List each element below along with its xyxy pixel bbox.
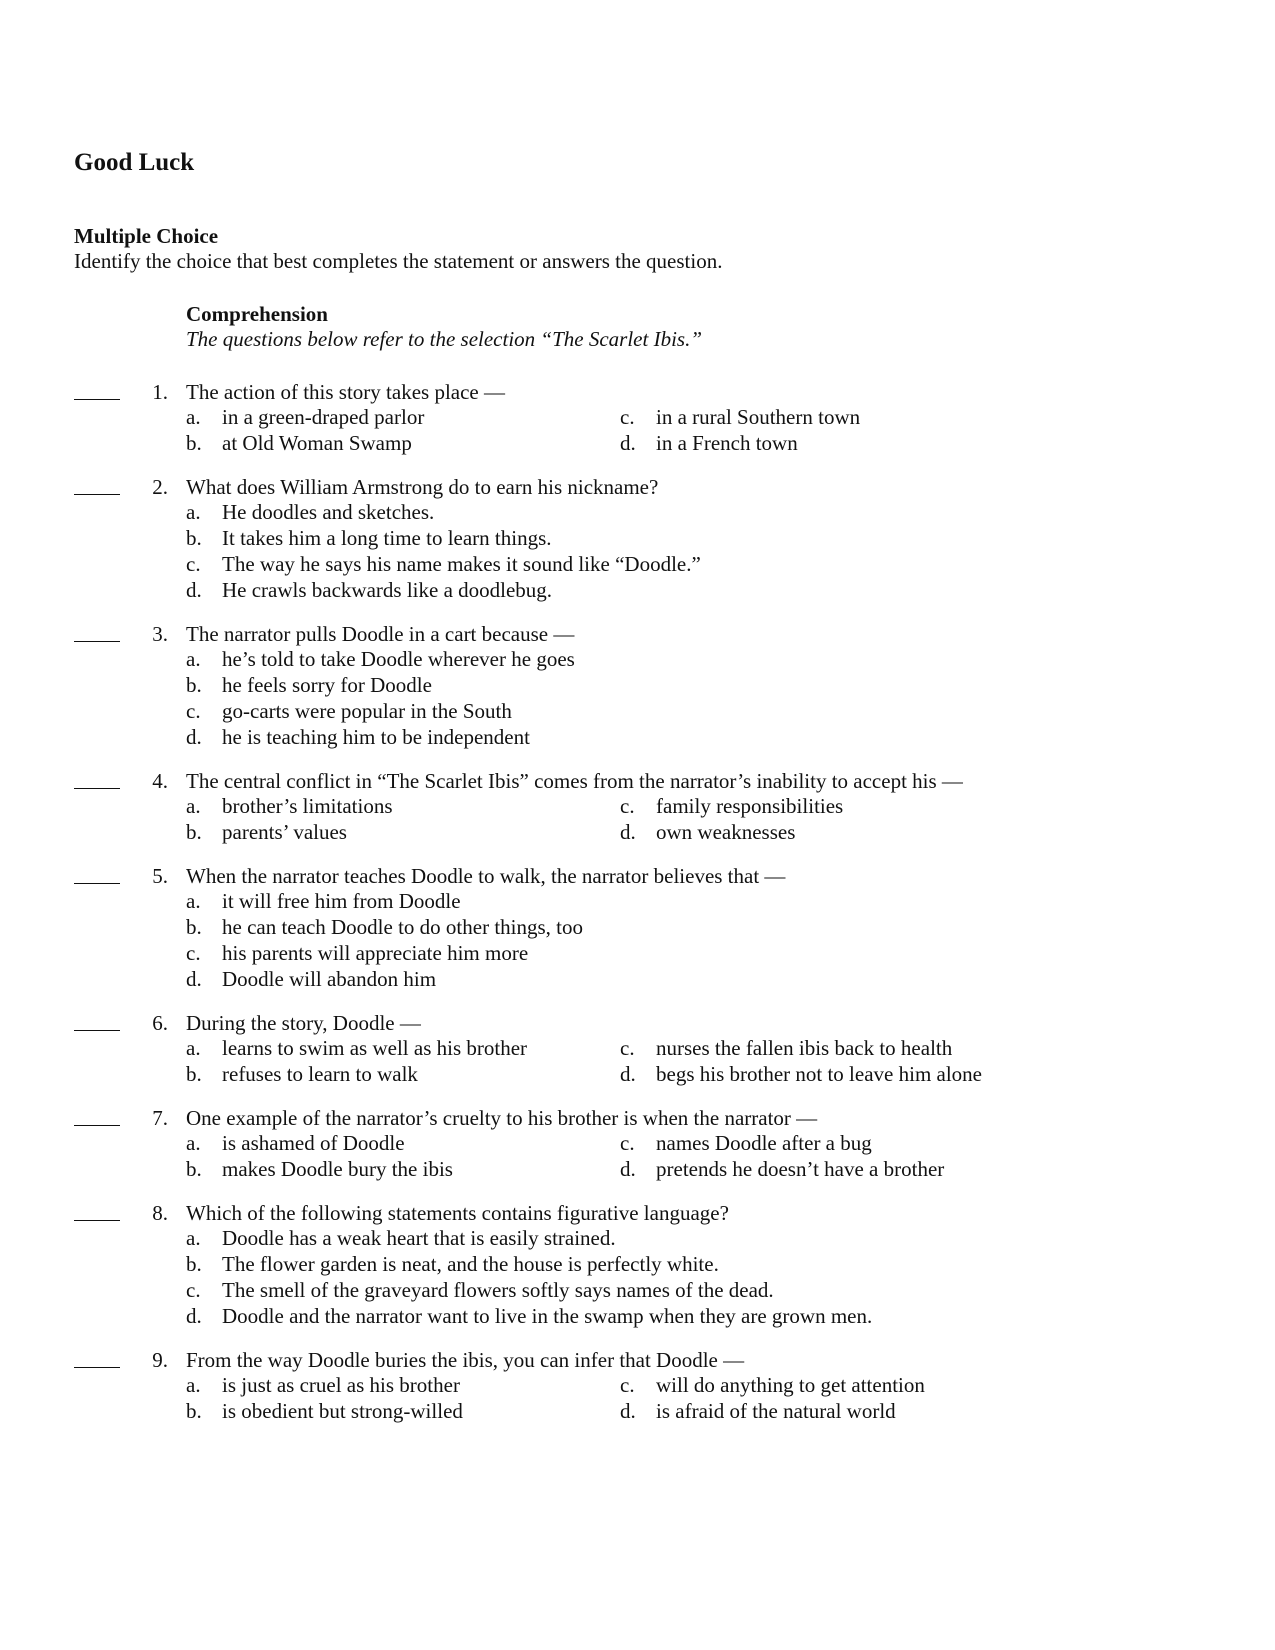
choice-letter: b. [186, 1399, 202, 1423]
choice-text: learns to swim as well as his brother [222, 1036, 528, 1060]
choice-letter: c. [620, 794, 635, 818]
answer-blank[interactable] [74, 494, 120, 495]
choice-letter: c. [620, 1373, 635, 1397]
choice-text: The smell of the graveyard flowers softly says names of the dead. [222, 1278, 774, 1302]
choice-text: The flower garden is neat, and the house is perfectly white. [222, 1252, 719, 1276]
question-number: 2. [152, 475, 168, 499]
choice-option [0, 1226, 1275, 1252]
question-text: The central conflict in “The Scarlet Ibis” comes from the narrator’s inability to accept his — [186, 769, 963, 793]
choice-letter: c. [620, 1131, 635, 1155]
question-item [0, 622, 1275, 751]
choice-text: names Doodle after a bug [656, 1131, 872, 1155]
choice-letter: a. [186, 1131, 201, 1155]
section-title: Multiple Choice [74, 224, 219, 248]
question-number: 9. [152, 1348, 168, 1372]
question-stem [0, 1348, 1275, 1373]
choice-text: he feels sorry for Doodle [222, 673, 432, 697]
choice-letter: b. [186, 1062, 202, 1086]
question-text: When the narrator teaches Doodle to walk, the narrator believes that — [186, 864, 786, 888]
choice-text: Doodle will abandon him [222, 967, 437, 991]
choice-letter: d. [186, 725, 202, 749]
question-item [0, 380, 1275, 457]
choice-list [0, 405, 1275, 457]
choice-text: Doodle has a weak heart that is easily strained. [222, 1226, 616, 1250]
choice-option [0, 1304, 1275, 1330]
choice-letter: a. [186, 794, 201, 818]
choice-text: is afraid of the natural world [656, 1399, 896, 1423]
question-item [0, 1348, 1275, 1425]
choice-text: nurses the fallen ibis back to health [656, 1036, 953, 1060]
choice-text: own weaknesses [656, 820, 796, 844]
choice-text: go-carts were popular in the South [222, 699, 512, 723]
answer-blank[interactable] [74, 1030, 120, 1031]
choice-option [0, 552, 1275, 578]
question-number: 7. [152, 1106, 168, 1130]
choice-letter: b. [186, 1157, 202, 1181]
choice-letter: d. [620, 1399, 636, 1423]
question-stem [0, 1106, 1275, 1131]
question-list [0, 380, 1275, 1443]
choice-letter: c. [186, 552, 201, 576]
answer-blank[interactable] [74, 1367, 120, 1368]
question-stem [0, 1201, 1275, 1226]
choice-letter: c. [620, 405, 635, 429]
answer-blank[interactable] [74, 1125, 120, 1126]
choice-letter: a. [186, 647, 201, 671]
choice-letter: d. [620, 431, 636, 455]
question-stem [0, 380, 1275, 405]
choice-text: It takes him a long time to learn things. [222, 526, 552, 550]
choice-text: makes Doodle bury the ibis [222, 1157, 453, 1181]
group-title: Comprehension [186, 302, 328, 326]
question-stem [0, 475, 1275, 500]
choice-letter: b. [186, 526, 202, 550]
choice-text: parents’ values [222, 820, 347, 844]
choice-option [0, 820, 796, 846]
choice-letter: b. [186, 431, 202, 455]
question-text: What does William Armstrong do to earn his nickname? [186, 475, 659, 499]
choice-text: refuses to learn to walk [222, 1062, 418, 1086]
answer-blank[interactable] [74, 788, 120, 789]
question-stem [0, 864, 1275, 889]
choice-letter: d. [186, 967, 202, 991]
question-number: 6. [152, 1011, 168, 1035]
answer-blank[interactable] [74, 883, 120, 884]
question-stem [0, 769, 1275, 794]
choice-letter: c. [186, 1278, 201, 1302]
choice-text: He crawls backwards like a doodlebug. [222, 578, 553, 602]
question-number: 8. [152, 1201, 168, 1225]
question-stem [0, 622, 1275, 647]
choice-text: He doodles and sketches. [222, 500, 435, 524]
choice-letter: d. [620, 820, 636, 844]
choice-option [0, 915, 1275, 941]
choice-text: pretends he doesn’t have a brother [656, 1157, 945, 1181]
choice-text: is just as cruel as his brother [222, 1373, 460, 1397]
choice-option [0, 526, 1275, 552]
choice-option [0, 941, 1275, 967]
question-number: 3. [152, 622, 168, 646]
choice-letter: a. [186, 889, 201, 913]
choice-option [0, 431, 798, 457]
choice-letter: b. [186, 820, 202, 844]
question-item [0, 769, 1275, 846]
choice-option [0, 1373, 925, 1399]
choice-option [0, 967, 1275, 993]
choice-text: brother’s limitations [222, 794, 393, 818]
choice-option [0, 500, 1275, 526]
choice-letter: a. [186, 405, 201, 429]
choice-option [0, 699, 1275, 725]
choice-letter: b. [186, 1252, 202, 1276]
choice-text: it will free him from Doodle [222, 889, 461, 913]
choice-letter: c. [620, 1036, 635, 1060]
choice-text: he can teach Doodle to do other things, too [222, 915, 583, 939]
choice-text: at Old Woman Swamp [222, 431, 412, 455]
choice-text: he is teaching him to be independent [222, 725, 530, 749]
choice-text: he’s told to take Doodle wherever he goes [222, 647, 575, 671]
answer-blank[interactable] [74, 1220, 120, 1221]
choice-letter: a. [186, 1226, 201, 1250]
choice-text: is ashamed of Doodle [222, 1131, 405, 1155]
choice-option [0, 1399, 896, 1425]
choice-option [0, 889, 1275, 915]
question-item [0, 1106, 1275, 1183]
choice-letter: b. [186, 915, 202, 939]
choice-text: in a green-draped parlor [222, 405, 425, 429]
question-item [0, 475, 1275, 604]
choice-option [0, 578, 1275, 604]
question-text: One example of the narrator’s cruelty to his brother is when the narrator — [186, 1106, 818, 1130]
choice-text: begs his brother not to leave him alone [656, 1062, 983, 1086]
group-note: The questions below refer to the selection “The Scarlet Ibis.” [186, 327, 703, 351]
instructions: Identify the choice that best completes the statement or answers the question. [74, 249, 723, 273]
choice-list [0, 889, 1275, 993]
choice-list [0, 1036, 1275, 1088]
choice-letter: c. [186, 699, 201, 723]
choice-option [0, 1278, 1275, 1304]
question-stem [0, 1011, 1275, 1036]
choice-option [0, 1036, 953, 1062]
choice-letter: d. [620, 1157, 636, 1181]
choice-option [0, 794, 844, 820]
choice-letter: d. [186, 1304, 202, 1328]
question-number: 4. [152, 769, 168, 793]
choice-option [0, 647, 1275, 673]
choice-text: in a rural Southern town [656, 405, 861, 429]
choice-text: will do anything to get attention [656, 1373, 925, 1397]
answer-blank[interactable] [74, 399, 120, 400]
question-text: The action of this story takes place — [186, 380, 505, 404]
question-item [0, 1011, 1275, 1088]
choice-option [0, 673, 1275, 699]
choice-text: The way he says his name makes it sound like “Doodle.” [222, 552, 701, 576]
choice-letter: a. [186, 1373, 201, 1397]
choice-option [0, 1062, 983, 1088]
question-item [0, 864, 1275, 993]
choice-text: Doodle and the narrator want to live in the swamp when they are grown men. [222, 1304, 873, 1328]
choice-option [0, 405, 861, 431]
choice-letter: d. [620, 1062, 636, 1086]
choice-list [0, 794, 1275, 846]
question-number: 1. [152, 380, 168, 404]
choice-letter: a. [186, 1036, 201, 1060]
choice-letter: a. [186, 500, 201, 524]
choice-text: is obedient but strong-willed [222, 1399, 463, 1423]
choice-list [0, 647, 1275, 751]
question-text: The narrator pulls Doodle in a cart because — [186, 622, 575, 646]
choice-option [0, 1252, 1275, 1278]
question-text: From the way Doodle buries the ibis, you can infer that Doodle — [186, 1348, 745, 1372]
answer-blank[interactable] [74, 641, 120, 642]
page-title: Good Luck [74, 149, 195, 176]
choice-letter: b. [186, 673, 202, 697]
choice-list [0, 1226, 1275, 1330]
choice-option [0, 725, 1275, 751]
question-text: During the story, Doodle — [186, 1011, 421, 1035]
choice-text: in a French town [656, 431, 798, 455]
choice-option [0, 1131, 872, 1157]
choice-option [0, 1157, 945, 1183]
question-number: 5. [152, 864, 168, 888]
question-text: Which of the following statements contains figurative language? [186, 1201, 729, 1225]
choice-list [0, 1131, 1275, 1183]
choice-list [0, 1373, 1275, 1425]
choice-letter: c. [186, 941, 201, 965]
choice-list [0, 500, 1275, 604]
choice-letter: d. [186, 578, 202, 602]
choice-text: family responsibilities [656, 794, 844, 818]
choice-text: his parents will appreciate him more [222, 941, 529, 965]
question-item [0, 1201, 1275, 1330]
